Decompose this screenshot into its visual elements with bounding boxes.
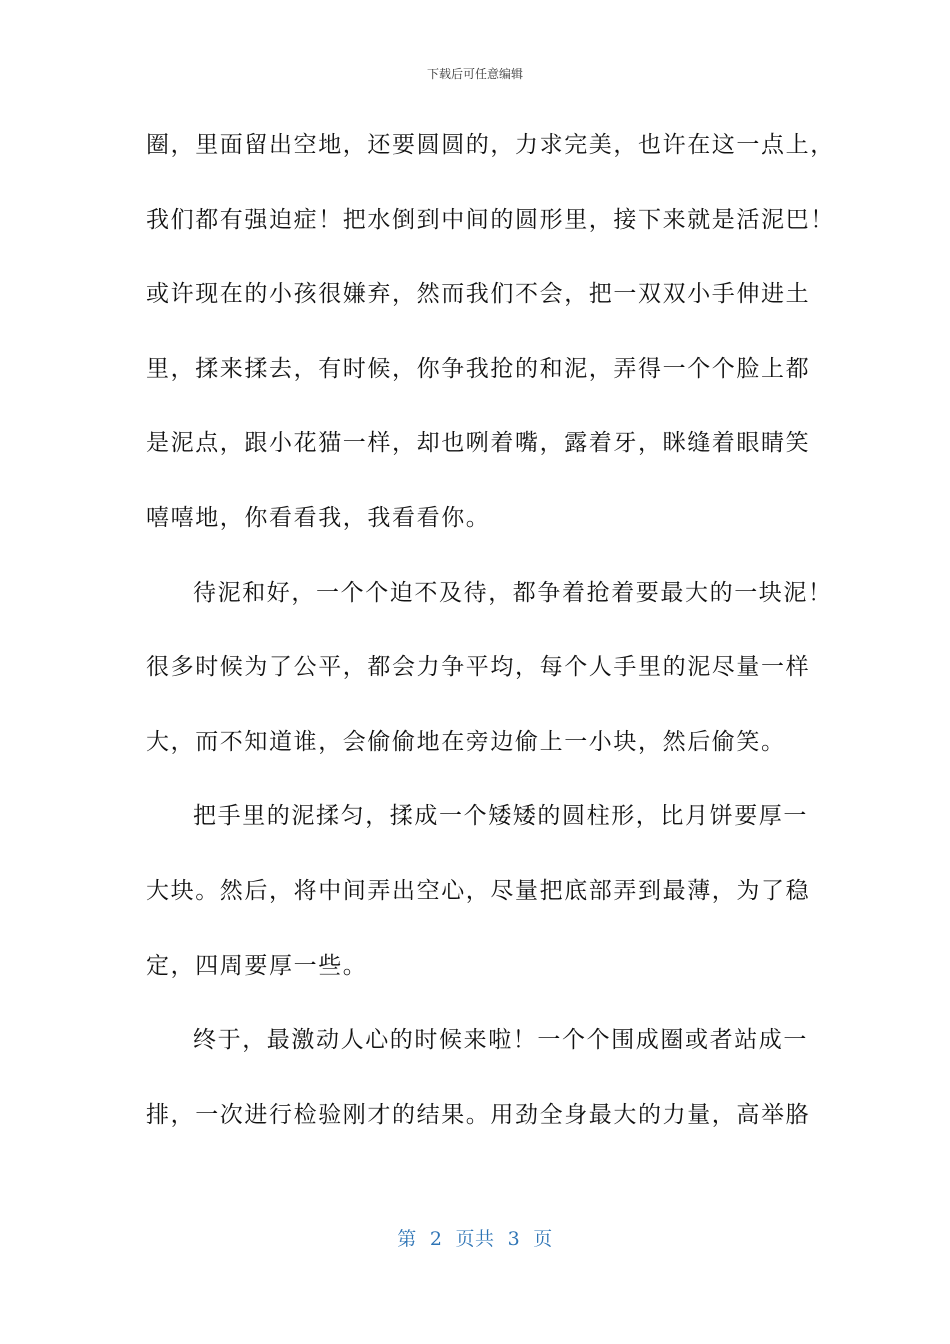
paragraph-start-line: 把手里的泥揉匀，揉成一个矮矮的圆柱形，比月饼要厚一 (193, 803, 808, 830)
text-line: 嘻嘻地，你看看我，我看看你。 (146, 504, 491, 531)
text-line: 大块。然后，将中间弄出空心，尽量把底部弄到最薄，为了稳 (146, 877, 811, 904)
text-line: 是泥点，跟小花猫一样，却也咧着嘴，露着牙，眯缝着眼睛笑 (146, 430, 811, 457)
text-line: 里，揉来揉去，有时候，你争我抢的和泥，弄得一个个脸上都 (146, 355, 811, 382)
text-line: 圈，里面留出空地，还要圆圆的，力求完美，也许在这一点上， (146, 132, 835, 158)
paragraph-start-line: 终于，最激动人心的时候来啦！一个个围成圈或者站成一 (193, 1027, 808, 1054)
text-line: 很多时候为了公平，都会力争平均，每个人手里的泥尽量一样 (146, 654, 811, 681)
text-line: 排，一次进行检验刚才的结果。用劲全身最大的力量，高举胳 (146, 1101, 811, 1128)
text-line: 定，四周要厚一些。 (146, 952, 368, 979)
page-header: 下载后可任意编辑 (426, 67, 523, 81)
document-body (146, 125, 835, 1169)
page-number-footer: 第 2 页共 3 页 (397, 1228, 553, 1250)
text-line: 我们都有强迫症！把水倒到中间的圆形里，接下来就是活泥巴！ (146, 206, 835, 233)
text-line: 大，而不知道谁，会偷偷地在旁边偷上一小块，然后偷笑。 (146, 728, 786, 755)
paragraph-start-line: 待泥和好，一个个迫不及待，都争着抢着要最大的一块泥！ (193, 579, 833, 606)
text-line: 或许现在的小孩很嫌弃，然而我们不会，把一双双小手伸进土 (146, 281, 811, 308)
